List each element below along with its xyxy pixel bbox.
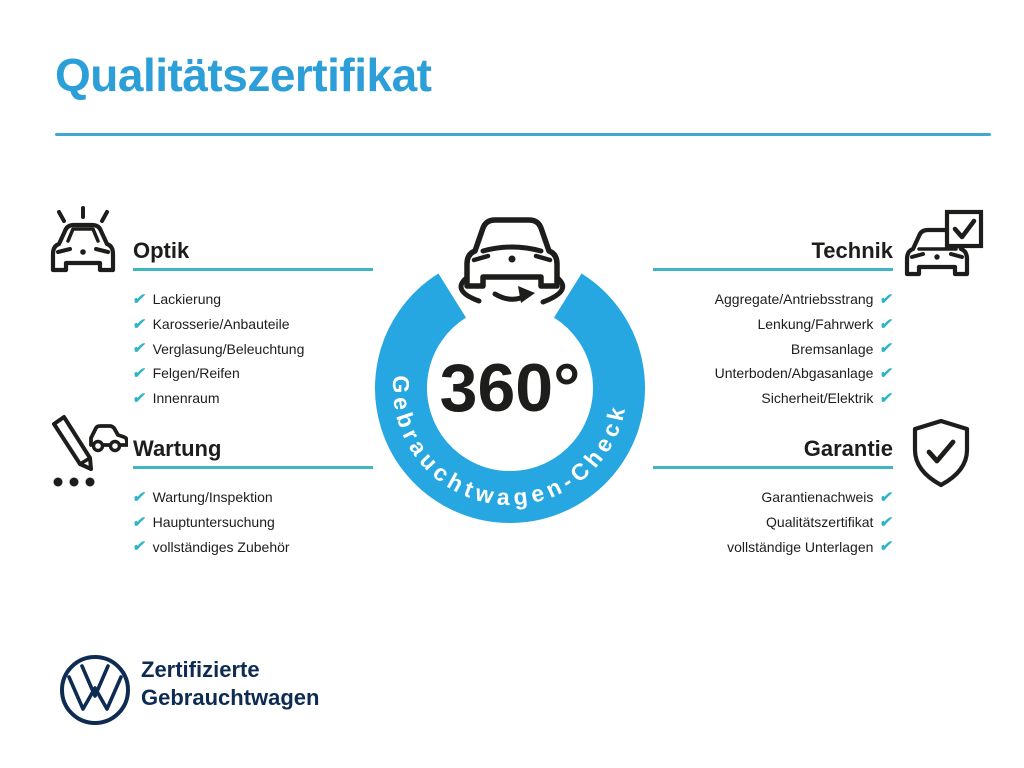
section-garantie	[653, 438, 893, 559]
check-icon: ✔	[131, 290, 148, 308]
section-rule	[133, 466, 373, 469]
title-divider	[55, 133, 991, 136]
check-item-label: Felgen/Reifen	[152, 365, 240, 382]
section-optik-items	[133, 287, 373, 410]
section-garantie-items	[653, 485, 893, 559]
check-icon: ✔	[878, 389, 895, 407]
check-item-label: Innenraum	[152, 390, 220, 407]
check-item-label: Karosserie/Anbauteile	[152, 316, 290, 333]
check-item	[653, 510, 893, 535]
check-item-label: Lackierung	[152, 291, 222, 308]
check-item-label: vollständiges Zubehör	[152, 538, 290, 555]
check-icon: ✔	[131, 513, 148, 531]
check-icon: ✔	[878, 538, 895, 556]
check-icon: ✔	[878, 488, 895, 506]
section-technik	[653, 240, 893, 410]
check-item	[653, 361, 893, 386]
check-item	[653, 386, 893, 411]
section-optik	[133, 240, 373, 410]
car-checkbox-icon	[903, 208, 987, 284]
car-rotation-icon	[447, 206, 577, 308]
vw-logo	[57, 652, 133, 728]
check-item	[133, 361, 373, 386]
check-item	[133, 287, 373, 312]
badge-360-value: 360°	[439, 350, 581, 426]
check-item-label: Unterboden/Abgasanlage	[714, 365, 874, 382]
check-item-label: Hauptuntersuchung	[152, 514, 275, 531]
check-item-label: Lenkung/Fahrwerk	[757, 316, 874, 333]
check-icon: ✔	[131, 364, 148, 382]
check-item	[653, 534, 893, 559]
footer-label-line2: Gebrauchtwagen	[141, 685, 320, 710]
check-item	[653, 287, 893, 312]
check-item-label: vollständige Unterlagen	[727, 538, 874, 555]
section-garantie-title: Garantie	[803, 436, 893, 461]
section-rule	[653, 466, 893, 469]
check-icon: ✔	[131, 389, 148, 407]
check-icon: ✔	[131, 488, 148, 506]
car-headlights-icon	[45, 204, 121, 278]
check-item	[133, 336, 373, 361]
check-item-label: Garantienachweis	[761, 489, 874, 506]
check-icon: ✔	[878, 290, 895, 308]
check-icon: ✔	[878, 364, 895, 382]
section-wartung	[133, 438, 373, 559]
check-item	[133, 386, 373, 411]
footer-label	[141, 656, 319, 712]
shield-check-icon	[908, 416, 974, 490]
check-icon: ✔	[131, 315, 148, 333]
check-icon: ✔	[878, 513, 895, 531]
section-optik-title: Optik	[133, 238, 190, 263]
section-technik-title: Technik	[811, 238, 893, 263]
section-rule	[653, 268, 893, 271]
check-item	[133, 485, 373, 510]
pencil-car-icon	[44, 410, 128, 492]
check-item	[133, 312, 373, 337]
footer-label-line1: Zertifizierte	[141, 657, 260, 682]
section-rule	[133, 268, 373, 271]
page-title: Qualitätszertifikat	[55, 49, 432, 101]
section-wartung-title: Wartung	[133, 436, 222, 461]
check-item	[653, 312, 893, 337]
check-item-label: Sicherheit/Elektrik	[761, 390, 874, 407]
check-icon: ✔	[131, 340, 148, 358]
ring-curved-label: Gebrauchtwagen-Check	[387, 375, 632, 511]
check-icon: ✔	[131, 538, 148, 556]
check-icon: ✔	[878, 340, 895, 358]
check-item	[653, 485, 893, 510]
check-item-label: Qualitätszertifikat	[766, 514, 874, 531]
check-item-label: Wartung/Inspektion	[152, 489, 273, 506]
check-item	[653, 336, 893, 361]
section-technik-items	[653, 287, 893, 410]
check-item-label: Bremsanlage	[790, 340, 874, 357]
check-item-label: Verglasung/Beleuchtung	[152, 340, 305, 357]
check-icon: ✔	[878, 315, 895, 333]
check-item	[133, 510, 373, 535]
check-item-label: Aggregate/Antriebsstrang	[714, 291, 874, 308]
check-item	[133, 534, 373, 559]
section-wartung-items	[133, 485, 373, 559]
